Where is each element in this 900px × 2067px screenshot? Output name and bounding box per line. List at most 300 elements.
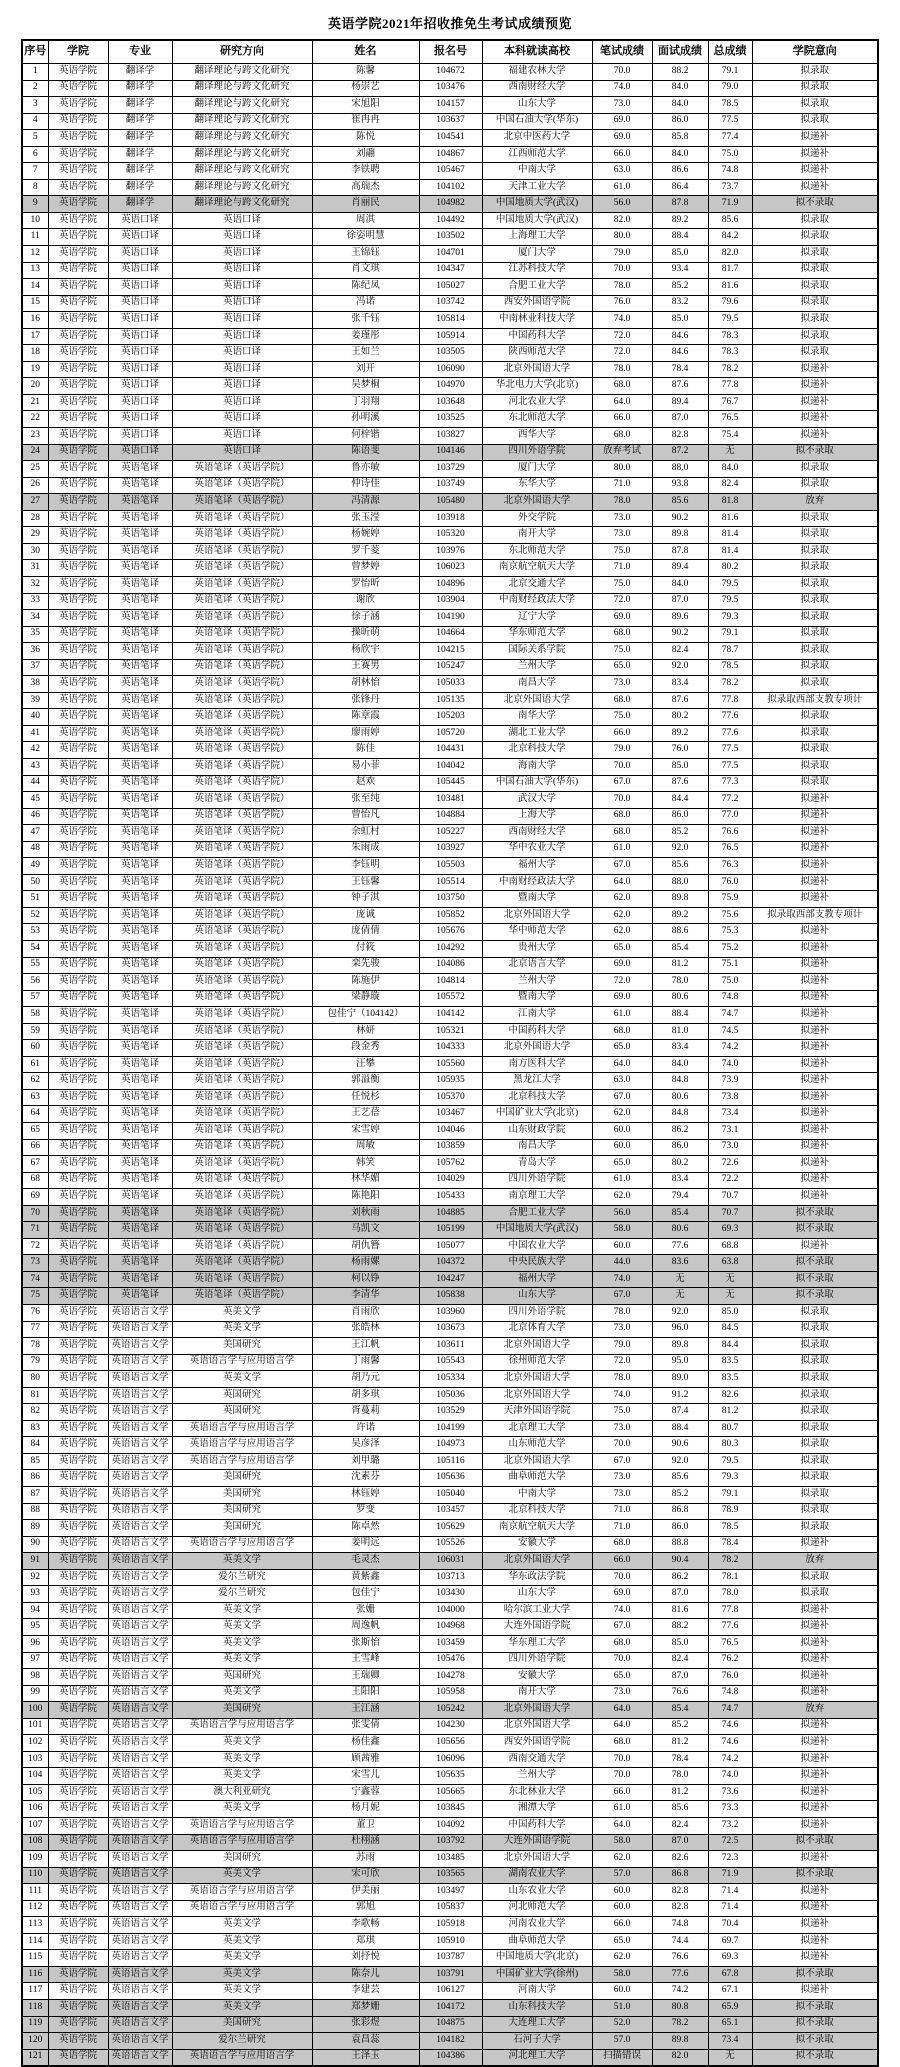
table-cell: 75.2	[708, 940, 752, 957]
table-cell: 江西师范大学	[482, 146, 592, 163]
table-cell: 英语语言学与应用语言学	[172, 1536, 312, 1553]
table-cell: 北京外国语大学	[482, 1338, 592, 1355]
table-cell: 四川外语学院	[482, 1172, 592, 1189]
table-cell: 拟递补	[752, 1023, 878, 1040]
table-cell: 陈语斐	[312, 444, 419, 461]
table-cell: 英语学院	[48, 957, 108, 974]
table-cell: 91	[22, 1553, 48, 1570]
table-cell: 103960	[419, 1305, 482, 1322]
table-cell: 80.0	[592, 461, 652, 478]
table-cell: 澳大利亚研究	[172, 1784, 312, 1801]
table-cell: 105242	[419, 1702, 482, 1719]
table-cell: 61.0	[592, 1007, 652, 1024]
table-cell: 英语语言文学	[108, 1652, 172, 1669]
table-row	[22, 1271, 878, 1288]
table-cell: 中国农业大学	[482, 1238, 592, 1255]
table-cell: 英语笔译（英语学院）	[172, 610, 312, 627]
table-cell: 78.3	[708, 328, 752, 345]
table-cell: 英语语言文学	[108, 1917, 172, 1934]
table-cell: 英语笔译（英语学院）	[172, 1238, 312, 1255]
table-cell: 69.3	[708, 1222, 752, 1239]
table-cell: 103742	[419, 295, 482, 312]
table-row	[22, 1470, 878, 1487]
table-cell: 英语笔译（英语学院）	[172, 1023, 312, 1040]
table-cell: 英语口译	[108, 411, 172, 428]
table-cell: 77.8	[708, 378, 752, 395]
table-cell: 70	[22, 1205, 48, 1222]
table-cell: 国际关系学院	[482, 643, 592, 660]
table-row	[22, 146, 878, 163]
table-cell: 英语学院	[48, 1635, 108, 1652]
table-cell: 英语口译	[172, 361, 312, 378]
table-cell: 105334	[419, 1371, 482, 1388]
table-cell: 余虹村	[312, 825, 419, 842]
table-row	[22, 1305, 878, 1322]
table-cell: 翻译学	[108, 163, 172, 180]
table-cell: 64.0	[592, 1817, 652, 1834]
table-cell: 英语学院	[48, 1007, 108, 1024]
table-cell: 9	[22, 196, 48, 213]
table-cell: 徐子涵	[312, 610, 419, 627]
table-cell: 90.2	[652, 626, 708, 643]
column-header: 学院	[48, 40, 108, 64]
table-cell: 英语语言文学	[108, 1884, 172, 1901]
table-cell: 湘潭大学	[482, 1801, 592, 1818]
table-cell: 英语学院	[48, 874, 108, 891]
table-cell: 72.0	[592, 974, 652, 991]
table-cell: 王锦钰	[312, 246, 419, 263]
table-cell: 安徽大学	[482, 1669, 592, 1686]
table-cell: 曲阜师范大学	[482, 1933, 592, 1950]
table-row	[22, 196, 878, 213]
table-cell: 105370	[419, 1089, 482, 1106]
table-cell: 104042	[419, 758, 482, 775]
table-cell: 拟录取	[752, 80, 878, 97]
table-row	[22, 1007, 878, 1024]
table-cell: 英语笔译（英语学院）	[172, 659, 312, 676]
table-cell: 姜明远	[312, 1536, 419, 1553]
table-cell: 英语学院	[48, 1520, 108, 1537]
table-cell: 73.8	[708, 1089, 752, 1106]
table-row	[22, 626, 878, 643]
table-cell: 63.0	[592, 1073, 652, 1090]
table-cell: 104896	[419, 576, 482, 593]
table-cell: 北京外国语大学	[482, 907, 592, 924]
table-cell: 84.8	[652, 1106, 708, 1123]
table-cell: 106	[22, 1801, 48, 1818]
table-cell: 89.8	[652, 1338, 708, 1355]
table-cell: 英美文学	[172, 1966, 312, 1983]
table-cell: 68.0	[592, 825, 652, 842]
table-cell: 英美文学	[172, 1999, 312, 2016]
table-cell: 英语笔译	[108, 593, 172, 610]
table-row	[22, 1702, 878, 1719]
table-cell: 翻译学	[108, 64, 172, 81]
table-cell: 英语笔译	[108, 1073, 172, 1090]
table-cell: 英语学院	[48, 1536, 108, 1553]
table-cell: 英语笔译（英语学院）	[172, 1205, 312, 1222]
table-cell: 73.0	[592, 510, 652, 527]
table-cell: 61.0	[592, 179, 652, 196]
table-cell: 英语学院	[48, 1735, 108, 1752]
table-cell: 105445	[419, 775, 482, 792]
table-row	[22, 113, 878, 130]
table-cell: 拟录取	[752, 295, 878, 312]
table-cell: 64.0	[592, 1702, 652, 1719]
table-cell: 英语笔译（英语学院）	[172, 643, 312, 660]
table-cell: 英语学院	[48, 1685, 108, 1702]
table-cell: 英语学院	[48, 1966, 108, 1983]
table-cell: 英语学院	[48, 2033, 108, 2050]
table-cell: 美国研究	[172, 1487, 312, 1504]
table-cell: 英语口译	[172, 394, 312, 411]
table-cell: 68.0	[592, 692, 652, 709]
table-cell: 翻译理论与跨文化研究	[172, 130, 312, 147]
table-row	[22, 560, 878, 577]
table-cell: 80.2	[652, 709, 708, 726]
table-cell: 英语学院	[48, 1950, 108, 1967]
table-cell: 71	[22, 1222, 48, 1239]
table-cell: 南京航空航天大学	[482, 560, 592, 577]
table-cell: 62.0	[592, 907, 652, 924]
table-row	[22, 1437, 878, 1454]
table-cell: 拟录取	[752, 1387, 878, 1404]
table-cell: 65.0	[592, 940, 652, 957]
table-row	[22, 1884, 878, 1901]
table-cell: 张至纯	[312, 792, 419, 809]
table-cell: 拟递补	[752, 1536, 878, 1553]
table-cell: 拟录取	[752, 576, 878, 593]
table-cell: 英语笔译	[108, 494, 172, 511]
table-cell: 拟不录取	[752, 2049, 878, 2066]
table-cell: 英语笔译	[108, 825, 172, 842]
table-cell: 拟不录取	[752, 1255, 878, 1272]
table-cell: 104386	[419, 2049, 482, 2066]
table-cell: 77.4	[708, 130, 752, 147]
table-row	[22, 576, 878, 593]
table-cell: 74.7	[708, 1702, 752, 1719]
table-cell: 38	[22, 676, 48, 693]
table-cell: 美国研究	[172, 1338, 312, 1355]
table-cell: 59	[22, 1023, 48, 1040]
table-cell: 英语口译	[108, 279, 172, 296]
table-cell: 104372	[419, 1255, 482, 1272]
table-cell: 拟录取	[752, 775, 878, 792]
table-cell: 厦门大学	[482, 461, 592, 478]
table-cell: 74.2	[708, 1751, 752, 1768]
table-cell: 英语语言文学	[108, 1867, 172, 1884]
table-row	[22, 1420, 878, 1437]
table-cell: 拟不录取	[752, 1205, 878, 1222]
table-cell: 104000	[419, 1602, 482, 1619]
table-cell: 70.0	[592, 1768, 652, 1785]
table-cell: 河南农业大学	[482, 1917, 592, 1934]
table-cell: 英语笔译	[108, 510, 172, 527]
table-cell: 英语学院	[48, 1404, 108, 1421]
table-cell: 84	[22, 1437, 48, 1454]
table-cell: 英语笔译	[108, 543, 172, 560]
table-cell: 英语笔译	[108, 1123, 172, 1140]
table-cell: 英语笔译	[108, 477, 172, 494]
table-row	[22, 80, 878, 97]
table-cell: 徐姿明慧	[312, 229, 419, 246]
table-row	[22, 411, 878, 428]
table-cell: 76.5	[708, 1635, 752, 1652]
table-cell: 6	[22, 146, 48, 163]
table-cell: 刘开	[312, 361, 419, 378]
column-header: 姓名	[312, 40, 419, 64]
table-cell: 93	[22, 1586, 48, 1603]
table-cell: 121	[22, 2049, 48, 2066]
table-cell: 60.0	[592, 1983, 652, 2000]
table-cell: 44	[22, 775, 48, 792]
table-cell: 英语学院	[48, 163, 108, 180]
table-cell: 汪攀	[312, 1056, 419, 1073]
table-cell: 英语笔译	[108, 1023, 172, 1040]
table-cell: 82.8	[652, 1900, 708, 1917]
table-cell: 北京语言大学	[482, 957, 592, 974]
table-cell: 英语笔译	[108, 742, 172, 759]
table-cell: 英语笔译	[108, 758, 172, 775]
table-cell: 拟不录取	[752, 2016, 878, 2033]
table-cell: 包佳宁	[312, 1586, 419, 1603]
table-cell: 肖丽民	[312, 196, 419, 213]
table-cell: 77.6	[708, 709, 752, 726]
table-cell: 拟不录取	[752, 1271, 878, 1288]
table-cell: 英语学院	[48, 229, 108, 246]
table-cell: 河北师范大学	[482, 1900, 592, 1917]
table-cell: 104230	[419, 1718, 482, 1735]
table-cell: 英语笔译（英语学院）	[172, 1040, 312, 1057]
table-cell: 拟递补	[752, 1735, 878, 1752]
table-cell: 英语口译	[172, 246, 312, 263]
table-cell: 78.2	[708, 361, 752, 378]
table-cell: 70.0	[592, 1652, 652, 1669]
table-cell: 英语笔译（英语学院）	[172, 825, 312, 842]
table-cell: 73.0	[592, 676, 652, 693]
table-cell: 英语语言文学	[108, 1602, 172, 1619]
table-cell: 103713	[419, 1569, 482, 1586]
table-cell: 73.0	[592, 1420, 652, 1437]
table-cell: 拟录取	[752, 113, 878, 130]
table-cell: 90.2	[652, 510, 708, 527]
table-cell: 73.7	[708, 179, 752, 196]
table-cell: 83.4	[652, 676, 708, 693]
table-cell: 69.0	[592, 1586, 652, 1603]
table-cell: 104102	[419, 179, 482, 196]
table-cell: 75.0	[592, 709, 652, 726]
table-cell: 61.0	[592, 1172, 652, 1189]
table-cell: 107	[22, 1817, 48, 1834]
table-cell: 英语笔译（英语学院）	[172, 1056, 312, 1073]
table-cell: 黑龙江大学	[482, 1073, 592, 1090]
table-cell: 英国研究	[172, 1404, 312, 1421]
table-cell: 77.5	[708, 113, 752, 130]
table-cell: 16	[22, 312, 48, 329]
table-cell: 71.0	[592, 1520, 652, 1537]
table-cell: 105665	[419, 1784, 482, 1801]
table-cell: 67.8	[708, 1966, 752, 1983]
table-cell: 英语学院	[48, 1172, 108, 1189]
table-cell: 60	[22, 1040, 48, 1057]
table-cell: 罗怡昕	[312, 576, 419, 593]
table-cell: 拟递补	[752, 891, 878, 908]
table-row	[22, 1205, 878, 1222]
table-cell: 116	[22, 1966, 48, 1983]
table-cell: 刘秋雨	[312, 1205, 419, 1222]
table-cell: 英语语言文学	[108, 1569, 172, 1586]
table-row	[22, 527, 878, 544]
table-row	[22, 610, 878, 627]
table-cell: 英语学院	[48, 1834, 108, 1851]
table-cell: 76.6	[652, 1685, 708, 1702]
table-cell: 80.0	[592, 229, 652, 246]
table-cell: 杨月妮	[312, 1801, 419, 1818]
table-row	[22, 1933, 878, 1950]
table-cell: 北京科技大学	[482, 1089, 592, 1106]
column-header: 研究方向	[172, 40, 312, 64]
table-cell: 89.8	[652, 891, 708, 908]
table-cell: 104431	[419, 742, 482, 759]
table-cell: 英语口译	[108, 312, 172, 329]
table-cell: 87.6	[652, 692, 708, 709]
table-cell: 英语语言文学	[108, 1834, 172, 1851]
table-cell: 103787	[419, 1950, 482, 1967]
table-cell: 104278	[419, 1669, 482, 1686]
table-cell: 89.8	[652, 2033, 708, 2050]
table-cell: 拟递补	[752, 1917, 878, 1934]
table-cell: 105958	[419, 1685, 482, 1702]
table-row	[22, 1238, 878, 1255]
table-cell: 78.2	[652, 2016, 708, 2033]
table-cell: 英语笔译	[108, 626, 172, 643]
table-cell: 105247	[419, 659, 482, 676]
table-cell: 英语口译	[108, 212, 172, 229]
table-cell: 76.5	[708, 841, 752, 858]
table-cell: 英语语言文学	[108, 1420, 172, 1437]
table-cell: 英语笔译（英语学院）	[172, 560, 312, 577]
table-cell: 92.0	[652, 1305, 708, 1322]
table-cell: 23	[22, 428, 48, 445]
table-cell: 英语口译	[108, 295, 172, 312]
table-cell: 中南财经政法大学	[482, 874, 592, 891]
table-cell: 53	[22, 924, 48, 941]
table-cell: 英语笔译（英语学院）	[172, 1189, 312, 1206]
table-cell: 英语笔译（英语学院）	[172, 725, 312, 742]
table-row	[22, 924, 878, 941]
table-cell: 英语语言文学	[108, 1338, 172, 1355]
table-cell: 沈素芬	[312, 1470, 419, 1487]
table-cell: 拟递补	[752, 1768, 878, 1785]
table-cell: 80.6	[652, 1222, 708, 1239]
table-cell: 76.3	[708, 858, 752, 875]
table-cell: 张彩煜	[312, 2016, 419, 2033]
table-cell: 张千钰	[312, 312, 419, 329]
table-cell: 85.0	[652, 758, 708, 775]
table-cell: 英美文学	[172, 1619, 312, 1636]
table-cell: 75.0	[592, 643, 652, 660]
table-row	[22, 510, 878, 527]
table-cell: 英语学院	[48, 610, 108, 627]
table-cell: 英语语言学与应用语言学	[172, 1453, 312, 1470]
table-row	[22, 1371, 878, 1388]
table-cell: 东北师范大学	[482, 411, 592, 428]
table-cell: 67.0	[592, 1288, 652, 1305]
table-cell: 周淇	[312, 212, 419, 229]
table-cell: 73	[22, 1255, 48, 1272]
table-row	[22, 1669, 878, 1686]
table-row	[22, 1288, 878, 1305]
table-cell: 104142	[419, 1007, 482, 1024]
table-cell: 拟录取	[752, 543, 878, 560]
column-header: 本科就读高校	[482, 40, 592, 64]
table-cell: 翻译理论与跨文化研究	[172, 64, 312, 81]
table-cell: 86.6	[652, 163, 708, 180]
table-cell: 杨崇艺	[312, 80, 419, 97]
table-cell: 62.0	[592, 891, 652, 908]
table-cell: 72.3	[708, 1851, 752, 1868]
table-cell: 81.2	[652, 1784, 708, 1801]
table-cell: 翻译学	[108, 113, 172, 130]
table-cell: 英语笔译（英语学院）	[172, 1156, 312, 1173]
table-cell: 拟录取	[752, 312, 878, 329]
table-cell: 74.8	[708, 990, 752, 1007]
table-cell: 103476	[419, 80, 482, 97]
table-cell: 86.0	[652, 113, 708, 130]
table-cell: 75.0	[592, 543, 652, 560]
table-cell: 拟录取	[752, 1569, 878, 1586]
table-cell: 103976	[419, 543, 482, 560]
table-cell: 英语学院	[48, 775, 108, 792]
table-cell: 65.0	[592, 1040, 652, 1057]
table-cell: 东北林业大学	[482, 1784, 592, 1801]
table-cell: 英语学院	[48, 725, 108, 742]
table-cell: 72	[22, 1238, 48, 1255]
table-cell: 庞诚	[312, 907, 419, 924]
table-cell: 英语笔译（英语学院）	[172, 974, 312, 991]
table-cell: 104701	[419, 246, 482, 263]
table-row	[22, 1321, 878, 1338]
column-header: 笔试成绩	[592, 40, 652, 64]
table-cell: 拟录取	[752, 510, 878, 527]
table-cell: 厦门大学	[482, 246, 592, 263]
table-cell: 30	[22, 543, 48, 560]
table-cell: 拟录取	[752, 328, 878, 345]
table-cell: 大连外国语学院	[482, 1619, 592, 1636]
table-cell: 王阳阳	[312, 1685, 419, 1702]
table-cell: 宋可欣	[312, 1867, 419, 1884]
table-cell: 英语笔译（英语学院）	[172, 990, 312, 1007]
table-cell: 段金秀	[312, 1040, 419, 1057]
table-cell: 英语笔译	[108, 643, 172, 660]
table-cell: 拟不录取	[752, 1867, 878, 1884]
table-cell: 88	[22, 1503, 48, 1520]
table-cell: 87.6	[652, 378, 708, 395]
table-cell: 73.0	[592, 97, 652, 114]
table-cell: 拟录取西部支教专项计	[752, 692, 878, 709]
table-cell: 英语学院	[48, 990, 108, 1007]
table-cell: 85	[22, 1453, 48, 1470]
table-cell: 英语语言学与应用语言学	[172, 1718, 312, 1735]
table-cell: 68.0	[592, 808, 652, 825]
table-cell: 美国研究	[172, 1851, 312, 1868]
table-cell: 76.0	[708, 1669, 752, 1686]
table-cell: 王雪峰	[312, 1652, 419, 1669]
table-cell: 拟递补	[752, 792, 878, 809]
table-cell: 英语学院	[48, 1305, 108, 1322]
table-cell: 84.0	[652, 80, 708, 97]
table-cell: 英语语言文学	[108, 1966, 172, 1983]
